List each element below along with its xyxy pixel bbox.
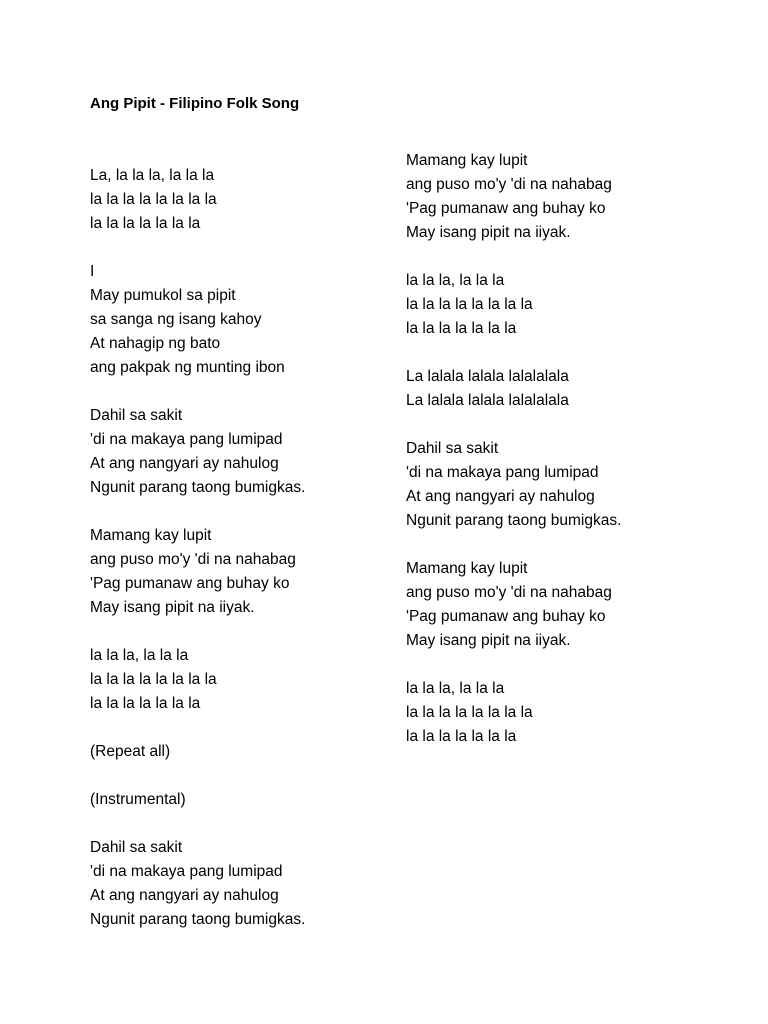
lyric-line: Ngunit parang taong bumigkas. (90, 911, 306, 928)
document-title: Ang Pipit - Filipino Folk Song (90, 95, 300, 112)
lyric-line: la la la la la la la la (406, 704, 533, 721)
lyric-line: Dahil sa sakit (90, 407, 183, 424)
lyric-line: la la la la la la la (406, 728, 517, 745)
lyric-line: (Instrumental) (90, 791, 186, 808)
lyrics-left-column (90, 164, 420, 932)
stanza-gap (406, 245, 736, 269)
lyric-line: Ngunit parang taong bumigkas. (406, 512, 622, 529)
lyric-line: la la la, la la la (90, 647, 189, 664)
lyric-line: la la la, la la la (406, 272, 505, 289)
lyric-line: la la la la la la la la (406, 296, 533, 313)
lyric-line: La, la la la, la la la (90, 167, 215, 184)
lyric-line: la la la, la la la (406, 680, 505, 697)
lyric-line: I (90, 263, 95, 280)
lyric-line: 'Pag pumanaw ang buhay ko (406, 200, 606, 217)
lyric-line: (Repeat all) (90, 743, 171, 760)
lyric-line: ang puso mo'y 'di na nahabag (406, 584, 612, 601)
lyric-line: At ang nangyari ay nahulog (90, 455, 279, 472)
lyric-line: Dahil sa sakit (90, 839, 183, 856)
stanza-gap (90, 500, 420, 524)
lyric-line: 'Pag pumanaw ang buhay ko (406, 608, 606, 625)
lyrics-right-column (406, 149, 736, 749)
lyric-line: La lalala lalala lalalalala (406, 392, 569, 409)
lyric-line: At ang nangyari ay nahulog (406, 488, 595, 505)
lyric-line: 'di na makaya pang lumipad (90, 431, 283, 448)
lyric-line: May pumukol sa pipit (90, 287, 236, 304)
lyric-line: ang puso mo'y 'di na nahabag (406, 176, 612, 193)
stanza-gap (90, 236, 420, 260)
lyric-line: 'Pag pumanaw ang buhay ko (90, 575, 290, 592)
stanza-gap (406, 653, 736, 677)
lyric-line: 'di na makaya pang lumipad (90, 863, 283, 880)
lyric-line: ang puso mo'y 'di na nahabag (90, 551, 296, 568)
lyric-line: Ngunit parang taong bumigkas. (90, 479, 306, 496)
lyric-line: la la la la la la la la (90, 671, 217, 688)
lyric-line: sa sanga ng isang kahoy (90, 311, 262, 328)
lyric-line: At nahagip ng bato (90, 335, 221, 352)
lyric-line: May isang pipit na iiyak. (406, 224, 571, 241)
stanza-gap (406, 533, 736, 557)
stanza-gap (90, 812, 420, 836)
lyric-line: May isang pipit na iiyak. (406, 632, 571, 649)
lyric-line: Mamang kay lupit (406, 560, 528, 577)
lyric-line: Mamang kay lupit (90, 527, 212, 544)
lyric-line: 'di na makaya pang lumipad (406, 464, 599, 481)
lyric-line: At ang nangyari ay nahulog (90, 887, 279, 904)
lyric-line: la la la la la la la (90, 215, 201, 232)
lyric-line: la la la la la la la (90, 695, 201, 712)
lyric-line: ang pakpak ng munting ibon (90, 359, 285, 376)
stanza-gap (406, 413, 736, 437)
lyric-line: May isang pipit na iiyak. (90, 599, 255, 616)
lyric-line: la la la la la la la la (90, 191, 217, 208)
stanza-gap (90, 716, 420, 740)
stanza-gap (90, 764, 420, 788)
stanza-gap (406, 341, 736, 365)
lyric-line: La lalala lalala lalalalala (406, 368, 569, 385)
lyric-line: Dahil sa sakit (406, 440, 499, 457)
stanza-gap (90, 380, 420, 404)
stanza-gap (90, 620, 420, 644)
lyric-line: la la la la la la la (406, 320, 517, 337)
lyric-line: Mamang kay lupit (406, 152, 528, 169)
